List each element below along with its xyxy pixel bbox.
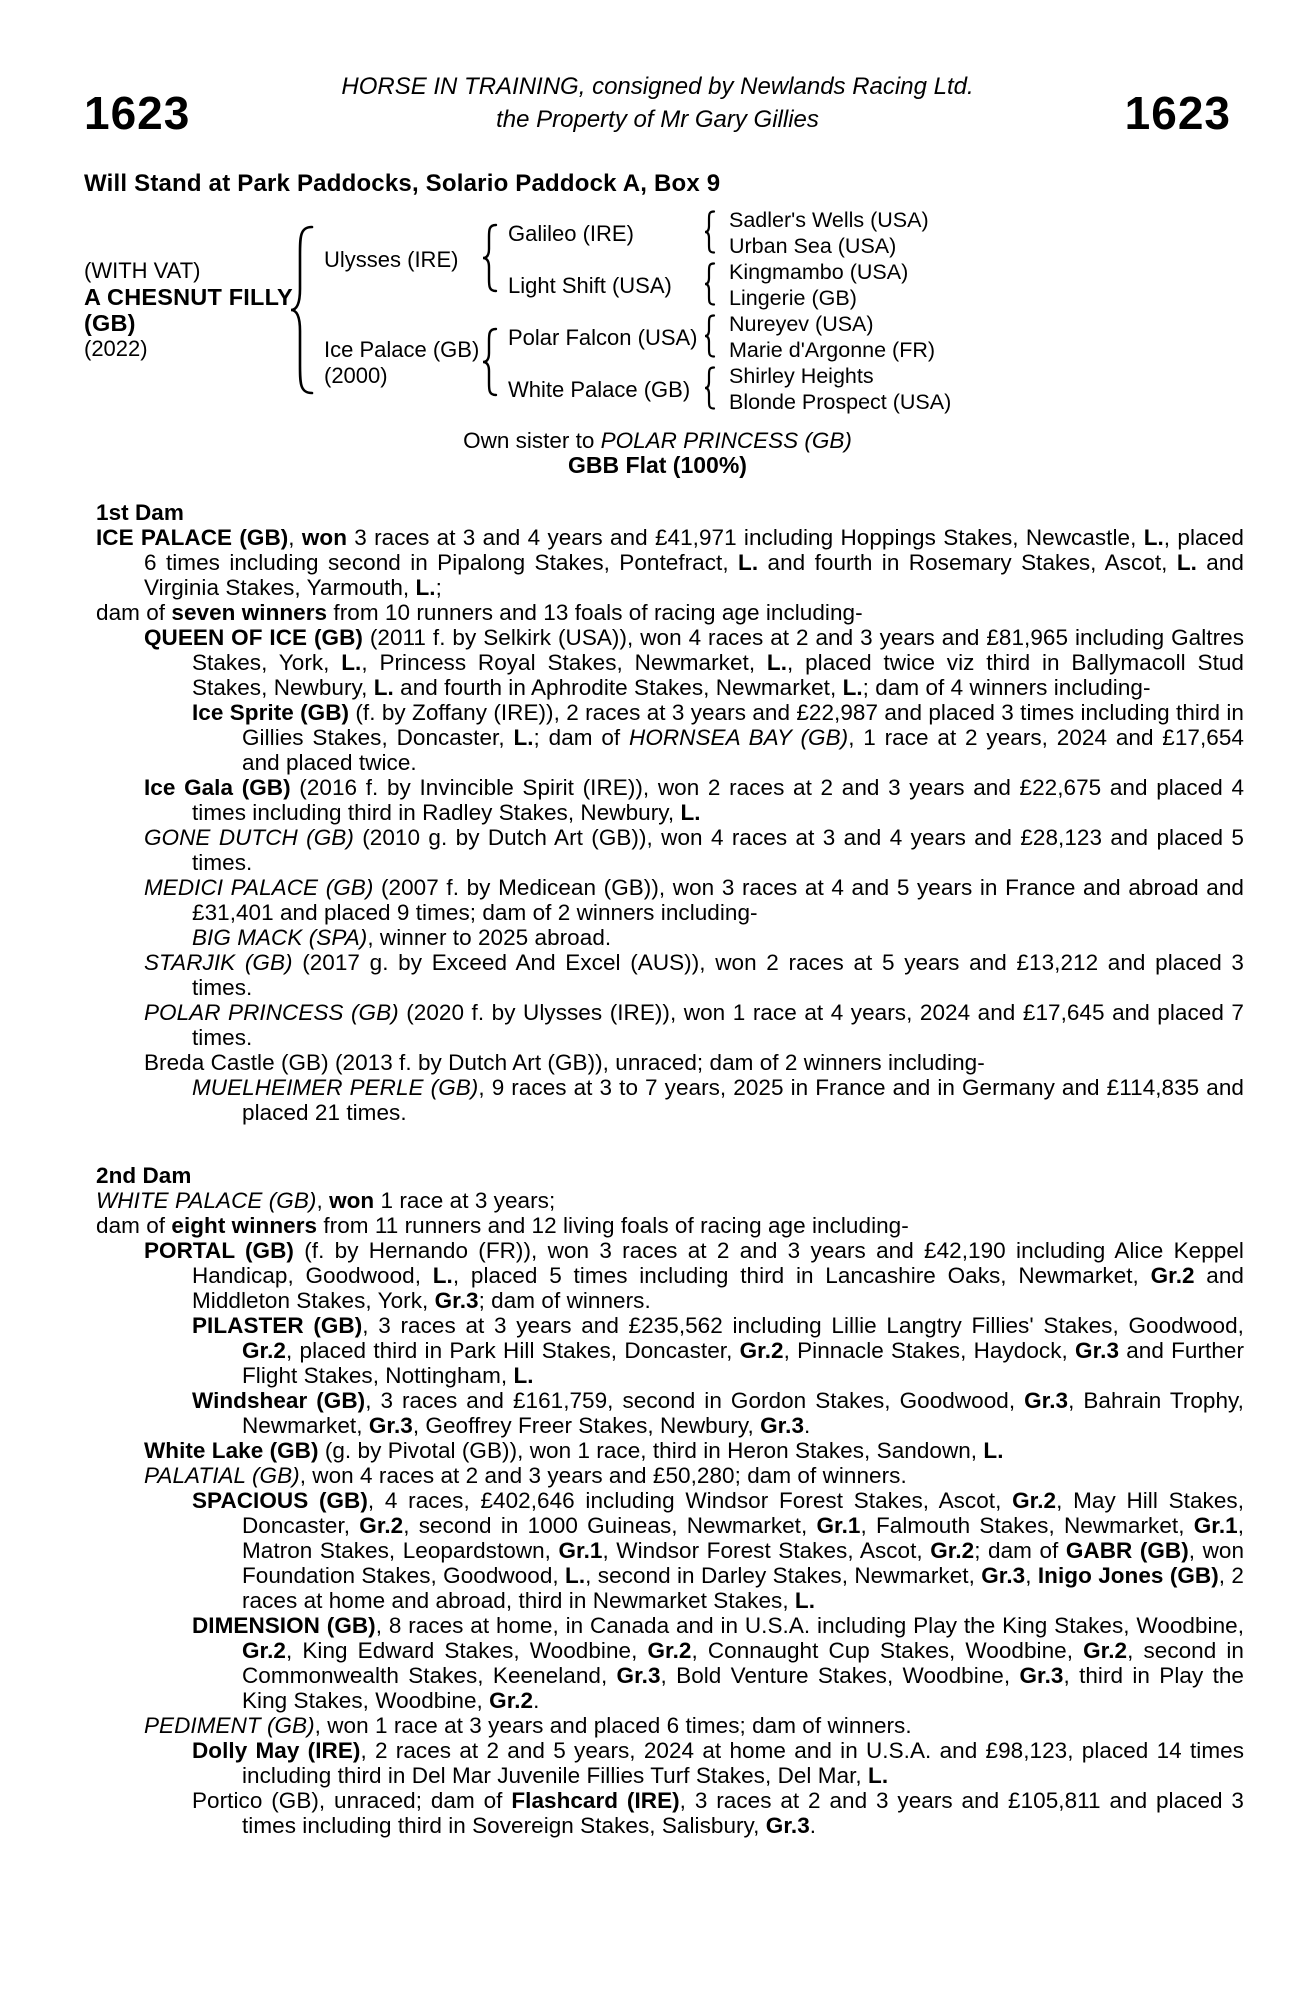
text-segment: ,: [288, 525, 302, 550]
property-line: the Property of Mr Gary Gillies: [496, 106, 819, 133]
text-segment: , second in Commonwealth Stakes, Keeneland,: [242, 1638, 1244, 1688]
text-segment: MEDICI PALACE (GB): [144, 875, 374, 900]
text-segment: L.: [565, 1563, 586, 1588]
text-segment: (f. by Zoffany (IRE)), 2 races at 3 years and £22,987 and placed 3 times including third in Gillies Stakes, Doncaster,: [242, 700, 1244, 750]
text-segment: Portico (GB), unraced; dam of: [192, 1788, 512, 1813]
text-segment: , King Edward Stakes, Woodbine,: [285, 1638, 648, 1663]
text-segment: (2020 f. by Ulysses (IRE)), won 1 race at 4 years, 2024 and £17,645 and placed 7 times.: [192, 1000, 1244, 1050]
great-grandparent-name: Lingerie (GB): [729, 286, 857, 310]
text-segment: .: [809, 1813, 817, 1838]
pedigree-paragraph: [96, 1000, 1244, 1050]
pedigree-paragraph: [96, 1488, 1244, 1613]
great-grandparent-name: Marie d'Argonne (FR): [729, 338, 936, 362]
text-segment: , 1 race at 2 years, 2024 and £17,654 and placed twice.: [242, 725, 1244, 775]
text-segment: L.: [868, 1763, 889, 1788]
text-segment: , Bahrain Trophy, Newmarket,: [242, 1388, 1244, 1438]
text-segment: Gr.2: [359, 1513, 404, 1538]
pedigree-brace-main: [288, 225, 314, 395]
pedigree-brace-pair: [702, 366, 716, 410]
pedigree-paragraph: [96, 875, 1244, 925]
pedigree-paragraph: [96, 600, 1244, 625]
pedigree-paragraph: [96, 1613, 1244, 1713]
pedigree-brace-pair: [702, 210, 716, 254]
lot-number-right: 1623: [1124, 87, 1231, 139]
text-segment: Gr.3: [765, 1813, 810, 1838]
text-segment: 3 races at 3 and 4 years and £41,971 including Hoppings Stakes, Newcastle,: [347, 525, 1144, 550]
pedigree-paragraph: [96, 625, 1244, 700]
consignment-line: HORSE IN TRAINING, consigned by Newlands Racing Ltd.: [341, 73, 974, 100]
lot-number-left: 1623: [84, 87, 191, 139]
pedigree-paragraph: [96, 925, 1244, 950]
text-segment: , 8 races at home, in Canada and in U.S.A. including Play the King Stakes, Woodbine,: [375, 1613, 1244, 1638]
pedigree-brace-pair: [702, 262, 716, 306]
text-segment: Gr.1: [558, 1538, 603, 1563]
text-segment: L.: [842, 675, 863, 700]
pedigree-paragraph: [96, 950, 1244, 1000]
text-segment: ; dam of: [974, 1538, 1066, 1563]
text-segment: , Falmouth Stakes, Newmarket,: [860, 1513, 1194, 1538]
great-grandparent-name: Sadler's Wells (USA): [729, 208, 929, 232]
own-sister-line: [84, 428, 1231, 453]
dam-year: (2000): [324, 363, 388, 388]
text-segment: Gr.2: [930, 1538, 975, 1563]
text-segment: PORTAL (GB): [144, 1238, 294, 1263]
pedigree-paragraph: [96, 1438, 1244, 1463]
text-segment: .: [533, 1688, 540, 1713]
text-segment: , Geoffrey Freer Stakes, Newbury,: [412, 1413, 761, 1438]
horse-suffix: (GB): [84, 310, 136, 336]
text-segment: , 3 races at 2 and 3 years and £105,811 and placed 3 times including third in Sovereign Stakes, Salisbury,: [242, 1788, 1244, 1838]
pedigree-paragraph: [96, 1050, 1244, 1075]
text-segment: from 10 runners and 13 foals of racing age including-: [327, 600, 863, 625]
foaled-year: (2022): [84, 336, 148, 361]
text-segment: and Middleton Stakes, York,: [192, 1263, 1244, 1313]
text-segment: and Further Flight Stakes, Nottingham,: [242, 1338, 1245, 1388]
text-segment: , Connaught Cup Stakes, Woodbine,: [691, 1638, 1084, 1663]
text-segment: HORNSEA BAY (GB): [629, 725, 849, 750]
pedigree-paragraph: [96, 1188, 1244, 1213]
text-segment: Gr.3: [1019, 1663, 1064, 1688]
text-segment: Gr.2: [242, 1638, 286, 1663]
text-segment: Gr.1: [816, 1513, 861, 1538]
text-segment: seven winners: [171, 600, 328, 625]
text-segment: ; dam of 4 winners including-: [862, 675, 1151, 700]
text-segment: Flashcard (IRE): [511, 1788, 680, 1813]
page-header: [84, 70, 1231, 139]
text-segment: won: [329, 1188, 375, 1213]
text-segment: , Bold Venture Stakes, Woodbine,: [660, 1663, 1020, 1688]
text-segment: Gr.3: [1024, 1388, 1069, 1413]
text-segment: L.: [983, 1438, 1004, 1463]
text-segment: won: [301, 525, 347, 550]
text-segment: Ice Gala (GB): [144, 775, 291, 800]
text-segment: (g. by Pivotal (GB)), won 1 race, third in Heron Stakes, Sandown,: [318, 1438, 984, 1463]
text-segment: , winner to 2025 abroad.: [367, 925, 612, 950]
text-segment: Gr.2: [647, 1638, 692, 1663]
text-segment: PEDIMENT (GB): [144, 1713, 315, 1738]
text-segment: , 9 races at 3 to 7 years, 2025 in France and in Germany and £114,835 and placed 21 times.: [242, 1075, 1244, 1125]
pedigree-paragraph: [96, 1313, 1244, 1388]
text-segment: Gr.2: [739, 1338, 784, 1363]
header-center: [214, 70, 1101, 136]
text-segment: , 2 races at 2 and 5 years, 2024 at home and in U.S.A. and £98,123, placed 14 times including third in Del Mar Juvenile Fillies Turf Stakes, Del Mar,: [242, 1738, 1245, 1788]
text-segment: .: [804, 1413, 811, 1438]
text-segment: , third in Play the King Stakes, Woodbine,: [242, 1663, 1244, 1713]
text-segment: Gr.2: [242, 1338, 286, 1363]
text-segment: eight winners: [171, 1213, 318, 1238]
pedigree-paragraph: [96, 1238, 1244, 1313]
grandparent-name: Polar Falcon (USA): [508, 325, 698, 350]
text-segment: Gr.3: [368, 1413, 413, 1438]
text-segment: Gr.3: [616, 1663, 661, 1688]
pedigree-brace-sire: [480, 223, 498, 293]
text-segment: Gr.2: [489, 1688, 534, 1713]
text-segment: Gr.1: [1193, 1513, 1238, 1538]
horse-name: A CHESNUT FILLY: [84, 284, 293, 310]
text-segment: , May Hill Stakes, Doncaster,: [242, 1488, 1244, 1538]
text-segment: (f. by Hernando (FR)), won 3 races at 2 and 3 years and £42,190 including Alice Keppel Handicap, Goodwood,: [192, 1238, 1244, 1288]
text-segment: , won 1 race at 3 years and placed 6 times; dam of winners.: [314, 1713, 912, 1738]
text-segment: (2017 g. by Exceed And Excel (AUS)), won 2 races at 5 years and £13,212 and placed 3 times.: [192, 950, 1244, 1000]
text-segment: , second in 1000 Guineas, Newmarket,: [403, 1513, 817, 1538]
text-segment: , Pinnacle Stakes, Haydock,: [783, 1338, 1076, 1363]
pedigree-paragraph: [96, 1075, 1244, 1125]
text-segment: from 11 runners and 12 living foals of racing age including-: [317, 1213, 909, 1238]
dam-sections: [96, 500, 1244, 1838]
pedigree-paragraph: [96, 825, 1244, 875]
text-segment: , placed twice viz third in Ballymacoll Stud Stakes, Newbury,: [192, 650, 1244, 700]
dam-name: Ice Palace (GB): [324, 337, 480, 362]
text-segment: Gr.3: [1075, 1338, 1120, 1363]
text-segment: Windshear (GB): [192, 1388, 366, 1413]
text-segment: L.: [513, 725, 534, 750]
pedigree-paragraph: [96, 525, 1244, 600]
pedigree-paragraph: [96, 1788, 1244, 1838]
text-segment: Dolly May (IRE): [192, 1738, 361, 1763]
text-segment: , Matron Stakes, Leopardstown,: [242, 1513, 1245, 1563]
grandparent-name: Light Shift (USA): [508, 273, 672, 298]
text-segment: ; dam of winners.: [478, 1288, 651, 1313]
text-segment: L.: [415, 575, 436, 600]
own-sister-prefix: Own sister to: [463, 428, 601, 453]
text-segment: Gr.3: [760, 1413, 805, 1438]
text-segment: BIG MACK (SPA): [192, 925, 368, 950]
pedigree-paragraph: [96, 775, 1244, 825]
text-segment: Gr.2: [1150, 1263, 1195, 1288]
text-segment: PILASTER (GB): [192, 1313, 363, 1338]
pedigree-paragraph: [96, 700, 1244, 775]
text-segment: (2007 f. by Medicean (GB)), won 3 races at 4 and 5 years in France and abroad and £31,401 and placed 9 times; dam of 2 winners including-: [192, 875, 1244, 925]
text-segment: , 4 races, £402,646 including Windsor Forest Stakes, Ascot,: [367, 1488, 1013, 1513]
text-segment: Breda Castle (GB) (2013 f. by Dutch Art (GB)), unraced; dam of 2 winners including-: [144, 1050, 985, 1075]
text-segment: L.: [738, 550, 759, 575]
text-segment: 1 race at 3 years;: [374, 1188, 556, 1213]
section-heading: 2nd Dam: [96, 1163, 192, 1188]
dam-block: [324, 337, 479, 389]
text-segment: ICE PALACE (GB): [96, 525, 289, 550]
grandparent-name: White Palace (GB): [508, 377, 691, 402]
text-segment: L.: [432, 1263, 453, 1288]
text-segment: (2011 f. by Selkirk (USA)), won 4 races at 2 and 3 years and £81,965 including Galtres Stakes, York,: [192, 625, 1244, 675]
own-sister-name: POLAR PRINCESS (GB): [600, 428, 852, 453]
text-segment: L.: [373, 675, 394, 700]
text-segment: Gr.2: [1012, 1488, 1057, 1513]
text-segment: (2010 g. by Dutch Art (GB)), won 4 races at 3 and 4 years and £28,123 and placed 5 times.: [192, 825, 1244, 875]
stand-location-line: Will Stand at Park Paddocks, Solario Paddock A, Box 9: [84, 170, 721, 197]
text-segment: , placed third in Park Hill Stakes, Doncaster,: [285, 1338, 740, 1363]
text-segment: L.: [794, 1588, 816, 1613]
great-grandparent-name: Shirley Heights: [729, 364, 874, 388]
text-segment: PALATIAL (GB): [144, 1463, 300, 1488]
text-segment: , 3 races at 3 years and £235,562 including Lillie Langtry Fillies' Stakes, Goodwood,: [362, 1313, 1244, 1338]
text-segment: and Virginia Stakes, Yarmouth,: [144, 550, 1244, 600]
great-grandparent-name: Nureyev (USA): [729, 312, 874, 336]
text-segment: Gr.3: [981, 1563, 1026, 1588]
text-segment: POLAR PRINCESS (GB): [144, 1000, 399, 1025]
text-segment: dam of: [96, 600, 172, 625]
text-segment: , second in Darley Stakes, Newmarket,: [585, 1563, 982, 1588]
text-segment: ;: [435, 575, 442, 600]
text-segment: L.: [680, 800, 701, 825]
text-segment: dam of: [96, 1213, 172, 1238]
text-segment: MUELHEIMER PERLE (GB): [192, 1075, 479, 1100]
text-segment: ,: [316, 1188, 330, 1213]
section-heading: 1st Dam: [96, 500, 184, 525]
text-segment: (2016 f. by Invincible Spirit (IRE)), won 2 races at 2 and 3 years and £22,675 and placed 4 times including third in Radley Stakes, Newbury,: [192, 775, 1245, 825]
pedigree-paragraph: [96, 1463, 1244, 1488]
gbb-line: GBB Flat (100%): [568, 452, 747, 478]
great-grandparent-name: Blonde Prospect (USA): [729, 390, 952, 414]
text-segment: Gr.2: [1083, 1638, 1128, 1663]
text-segment: , won 4 races at 2 and 3 years and £50,280; dam of winners.: [299, 1463, 907, 1488]
grandparent-name: Galileo (IRE): [508, 221, 634, 246]
sire-name: Ulysses (IRE): [324, 247, 459, 272]
text-segment: DIMENSION (GB): [192, 1613, 376, 1638]
subject-block: [84, 258, 293, 362]
text-segment: White Lake (GB): [144, 1438, 319, 1463]
text-segment: L.: [1143, 525, 1164, 550]
text-segment: and fourth in Aphrodite Stakes, Newmarket,: [393, 675, 843, 700]
text-segment: L.: [766, 650, 788, 675]
text-segment: WHITE PALACE (GB): [96, 1188, 317, 1213]
great-grandparent-name: Urban Sea (USA): [729, 234, 897, 258]
text-segment: , Windsor Forest Stakes, Ascot,: [602, 1538, 931, 1563]
pedigree-paragraph: [96, 1738, 1244, 1788]
text-segment: , placed 5 times including third in Lancashire Oaks, Newmarket,: [452, 1263, 1151, 1288]
text-segment: , placed 6 times including second in Pipalong Stakes, Pontefract,: [144, 525, 1244, 575]
text-segment: , Princess Royal Stakes, Newmarket,: [361, 650, 767, 675]
text-segment: L.: [1176, 550, 1197, 575]
text-segment: L.: [341, 650, 362, 675]
text-segment: STARJIK (GB): [144, 950, 293, 975]
text-segment: QUEEN OF ICE (GB): [144, 625, 363, 650]
pedigree-paragraph: [96, 1213, 1244, 1238]
text-segment: Ice Sprite (GB): [192, 700, 350, 725]
pedigree-paragraph: [96, 1388, 1244, 1438]
text-segment: Inigo Jones (GB): [1037, 1563, 1219, 1588]
great-grandparent-name: Kingmambo (USA): [729, 260, 909, 284]
text-segment: , 2 races at home and abroad, third in Newmarket Stakes,: [242, 1563, 1244, 1613]
text-segment: GONE DUTCH (GB): [144, 825, 354, 850]
text-segment: Gr.3: [434, 1288, 479, 1313]
text-segment: ; dam of: [533, 725, 630, 750]
pedigree-brace-dam: [480, 327, 498, 397]
text-segment: and fourth in Rosemary Stakes, Ascot,: [758, 550, 1177, 575]
text-segment: , won Foundation Stakes, Goodwood,: [242, 1538, 1245, 1588]
text-segment: SPACIOUS (GB): [192, 1488, 368, 1513]
text-segment: ,: [1025, 1563, 1038, 1588]
text-segment: L.: [513, 1363, 534, 1388]
pedigree-brace-pair: [702, 314, 716, 358]
text-segment: GABR (GB): [1065, 1538, 1189, 1563]
vat-note: (WITH VAT): [84, 258, 201, 283]
text-segment: , 3 races and £161,759, second in Gordon Stakes, Goodwood,: [365, 1388, 1025, 1413]
pedigree-tree: [84, 198, 1231, 414]
pedigree-paragraph: [96, 1713, 1244, 1738]
